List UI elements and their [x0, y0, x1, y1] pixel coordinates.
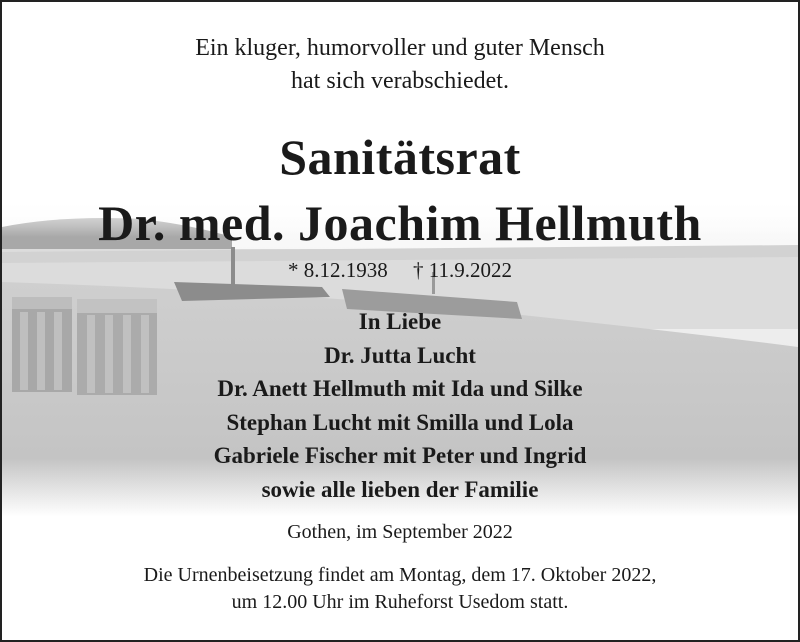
mourner-line: Stephan Lucht mit Smilla und Lola: [226, 409, 574, 435]
birth-date: * 8.12.1938: [288, 258, 388, 282]
place-and-date: Gothen, im September 2022: [287, 521, 513, 543]
mourners-list: [2, 305, 798, 506]
notice-line: Die Urnenbeisetzung findet am Montag, dem 17. Oktober 2022,: [143, 564, 657, 586]
mourner-line: Gabriele Fischer mit Peter und Ingrid: [213, 443, 587, 468]
mourner-line: sowie alle lieben der Familie: [261, 476, 539, 502]
burial-notice: [2, 562, 798, 616]
notice-line: um 12.00 Uhr im Ruheforst Usedom statt.: [231, 591, 569, 613]
intro-line: Ein kluger, humorvoller und guter Mensch: [195, 35, 605, 61]
intro-line: hat sich verabschiedet.: [291, 68, 509, 94]
death-date: † 11.9.2022: [413, 258, 512, 282]
life-dates: [2, 256, 798, 284]
deceased-name: [2, 124, 798, 256]
mourner-line: Dr. Jutta Lucht: [324, 342, 476, 368]
full-name: Dr. med. Joachim Hellmuth: [98, 195, 702, 251]
honorific-title: Sanitätsrat: [279, 129, 521, 185]
mourner-line: Dr. Anett Hellmuth mit Ida und Silke: [217, 376, 583, 401]
mourner-line: In Liebe: [358, 309, 442, 334]
intro-text: [2, 32, 798, 98]
